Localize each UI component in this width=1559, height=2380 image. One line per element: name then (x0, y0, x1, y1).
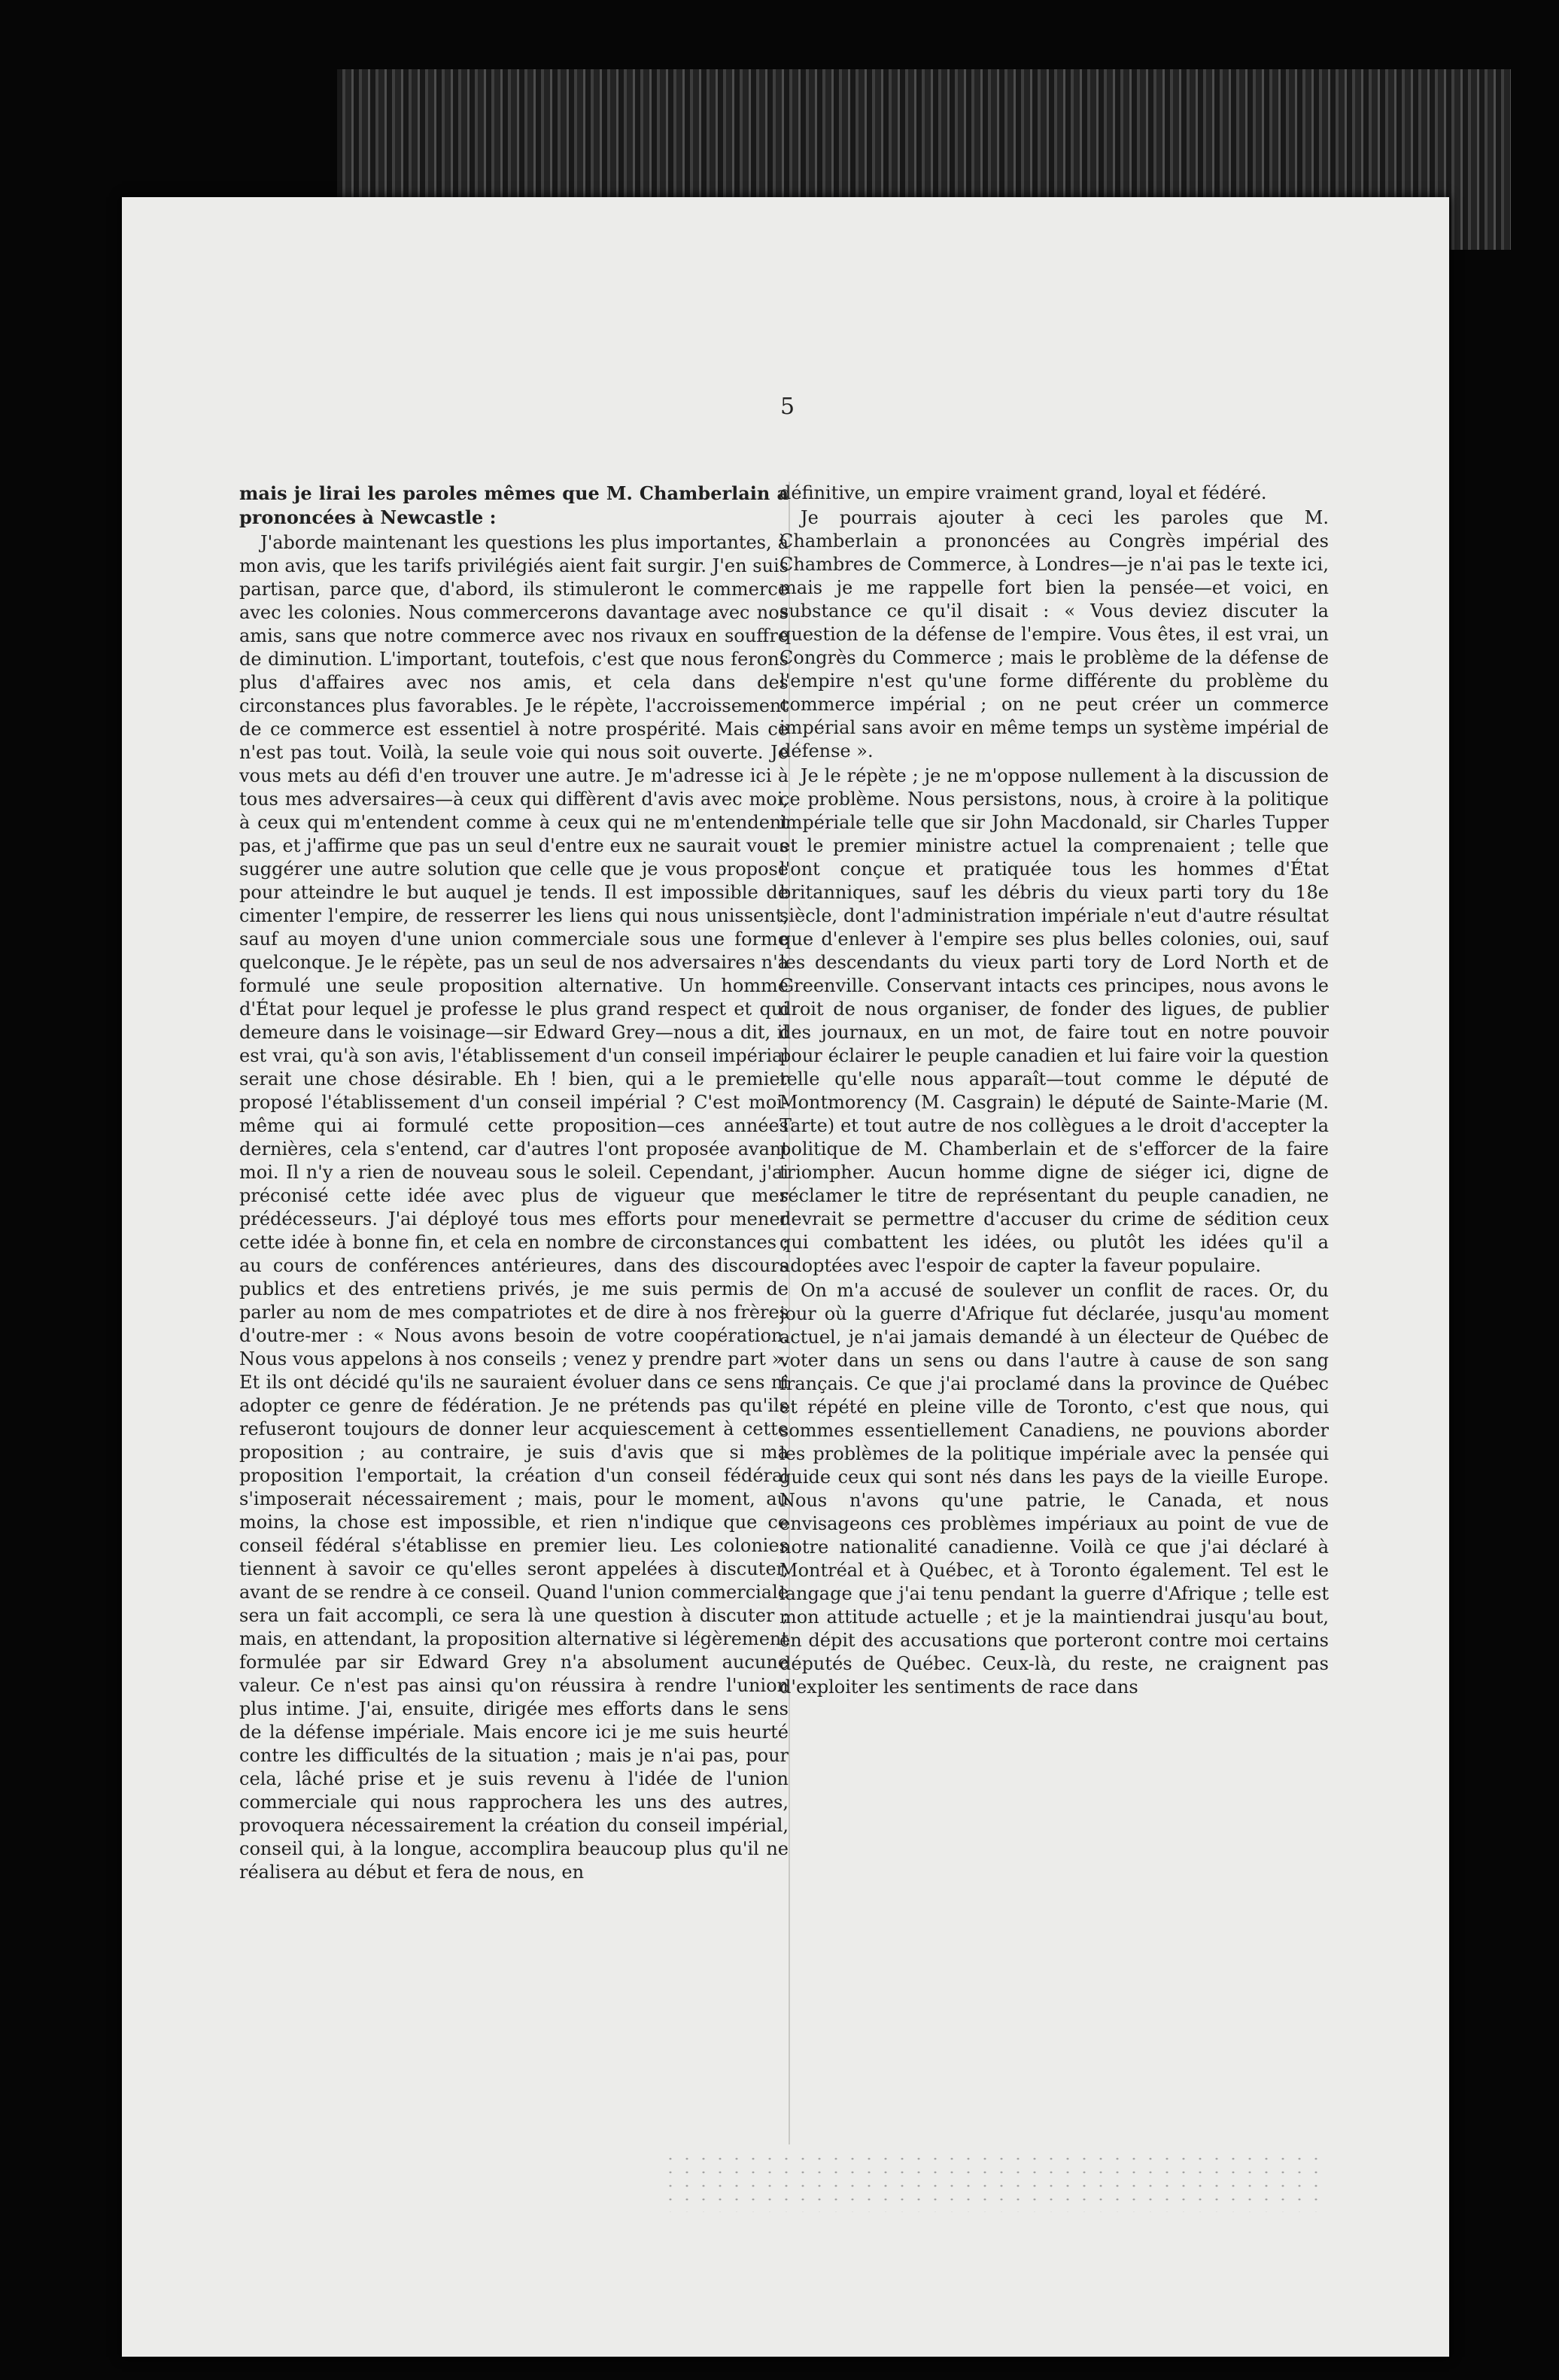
paragraph: On m'a accusé de soulever un conflit de races. Or, du jour où la guerre d'Afrique fut déclarée, jusqu'au moment actuel, je n'ai jamais demandé à un électeur de Québec de voter dans un sens ou dans l'autre à cause de son sang français. Ce que j'ai proclamé dans la province de Québec et répété en pleine ville de Toronto, c'est que nous, qui sommes essentiellement Canadiens, ne pouvions aborder les problèmes de la politique impériale avec la pensée qui guide ceux qui sont nés dans les pays de la vieille Europe. Nous n'avons qu'une patrie, le Canada, et nous envisageons ces problèmes impériaux au point de vue de notre nationalité canadienne. Voilà ce que j'ai déclaré à Montréal et à Québec, et à Toronto également. Tel est le langage que j'ai tenu pendant la guerre d'Afrique ; telle est mon attitude actuelle ; et je la maintiendrai jusqu'au bout, en dépit des accusations que porteront contre moi certains députés de Québec. Ceux-là, du reste, ne craignent pas d'exploiter les sentiments de race dans (780, 1280, 1329, 1698)
left-text-column (239, 482, 789, 2149)
page-number: 5 (780, 394, 795, 420)
scan-noise (662, 2152, 1324, 2212)
paragraph: Je pourrais ajouter à ceci les paroles que M. Chamberlain a prononcées au Congrès impérial des Chambres de Commerce, à Londres—je n'ai pas le texte ici, mais je me rappelle fort bien la pensée—et voici, en substance ce qu'il disait : « Vous deviez discuter la question de la défense de l'empire. Vous êtes, il est vrai, un Congrès du Commerce ; mais le problème de la défense de l'empire n'est qu'une forme différente du problème du commerce impérial ; on ne peut créer un commerce impérial sans avoir en même temps un système impérial de défense ». (780, 507, 1329, 761)
paragraph: Je le répète ; je ne m'oppose nullement à la discussion de ce problème. Nous persistons, nous, à croire à la politique impériale telle que sir John Macdonald, sir Charles Tupper et le premier ministre actuel la comprenaient ; telle que l'ont conçue et pratiquée tous les hommes d'État britanniques, sauf les débris du vieux parti tory du 18e siècle, dont l'administration impériale n'eut d'autre résultat que d'enlever à l'empire ses plus belles colonies, oui, sauf les descendants du vieux parti tory de Lord North et de Greenville. Conservant intacts ces principes, nous avons le droit de nous organiser, de fonder des ligues, de publier des journaux, en un mot, de faire tout en notre pouvoir pour éclairer le peuple canadien et lui faire voir la question telle qu'elle nous apparaît—tout comme le député de Montmorency (M. Casgrain) le député de Sainte-Marie (M. Tarte) et tout autre de nos collègues a le droit d'accepter la politique de M. Chamberlain et de s'efforcer de la faire triompher. Aucun homme digne de siéger ici, digne de réclamer le titre de représentant du peuple canadien, ne devrait se permettre d'accuser du crime de sédition ceux qui combattent les idées, ou plutôt les idées qu'il a adoptées avec l'espoir de capter la faveur populaire. (780, 765, 1329, 1276)
right-text-column (780, 482, 1329, 2149)
column-heading: mais je lirai les paroles mêmes que M. Chamberlain a prononcées à Newcastle : (239, 482, 789, 528)
quotation-paragraph: J'aborde maintenant les questions les plus importantes, à mon avis, que les tarifs privilégiés aient fait surgir. J'en suis partisan, parce que, d'abord, ils stimuleront le commerce avec les colonies. Nous commercerons davantage avec nos amis, sans que notre commerce avec nos rivaux en souffre de diminution. L'important, toutefois, c'est que nous ferons plus d'affaires avec nos amis, et cela dans des circonstances plus favorables. Je le répète, l'accroissement de ce commerce est essentiel à notre prospérité. Mais ce n'est pas tout. Voilà, la seule voie qui nous soit ouverte. Je vous mets au défi d'en trouver une autre. Je m'adresse ici à tous mes adversaires—à ceux qui diffèrent d'avis avec moi, à ceux qui m'entendent comme à ceux qui ne m'entendent pas, et j'affirme que pas un seul d'entre eux ne saurait vous suggérer une autre solution que celle que je vous propose pour atteindre le but auquel je tends. Il est impossible de cimenter l'empire, de resserrer les liens qui nous unissent, sauf au moyen d'une union commerciale sous une forme quelconque. Je le répète, pas un seul de nos adversaires n'a formulé une seule proposition alternative. Un homme d'État pour lequel je professe le plus grand respect et qui demeure dans le voisinage—sir Edward Grey—nous a dit, il est vrai, qu'à son avis, l'établissement d'un conseil impérial serait une chose désirable. Eh ! bien, qui a le premier proposé l'établissement d'un conseil impérial ? C'est moi-même qui ai formulé cette proposition—ces années dernières, cela s'entend, car d'autres l'ont proposée avant moi. Il n'y a rien de nouveau sous le soleil. Cependant, j'ai préconisé cette idée avec plus de vigueur que mes prédécesseurs. J'ai déployé tous mes efforts pour mener cette idée à bonne fin, et cela en nombre de circonstances ; au cours de conférences antérieures, dans des discours publics et des entretiens privés, je me suis permis de parler au nom de mes compatriotes et de dire à nos frères d'outre-mer : « Nous avons besoin de votre coopération. Nous vous appelons à nos conseils ; venez y prendre part ». Et ils ont décidé qu'ils ne sauraient évoluer dans ce sens ni adopter ce genre de fédération. Je ne prétends pas qu'ils refuseront toujours de donner leur acquiescement à cette proposition ; au contraire, je suis d'avis que si ma proposition l'emportait, la création d'un conseil fédéral s'imposerait nécessairement ; mais, pour le moment, au moins, la chose est impossible, et rien n'indique que ce conseil fédéral s'établisse en premier lieu. Les colonies tiennent à savoir ce qu'elles seront appelées à discuter, avant de se rendre à ce conseil. Quand l'union commerciale sera un fait accompli, ce sera là une question à discuter ; mais, en attendant, la proposition alternative si légèrement formulée par sir Edward Grey n'a absolument aucune valeur. Ce n'est pas ainsi qu'on réussira à rendre l'union plus intime. J'ai, ensuite, dirigée mes efforts dans le sens de la défense impériale. Mais encore ici je me suis heurté contre les difficultés de la situation ; mais je n'ai pas, pour cela, lâché prise et je suis revenu à l'idée de l'union commerciale qui nous rapprochera les uns des autres, provoquera nécessairement la création du conseil impérial, conseil qui, à la longue, accomplira beaucoup plus qu'il ne réalisera au début et fera de nous, en (239, 532, 789, 1883)
paragraph-continuation: définitive, un empire vraiment grand, loyal et fédéré. (780, 482, 1267, 503)
